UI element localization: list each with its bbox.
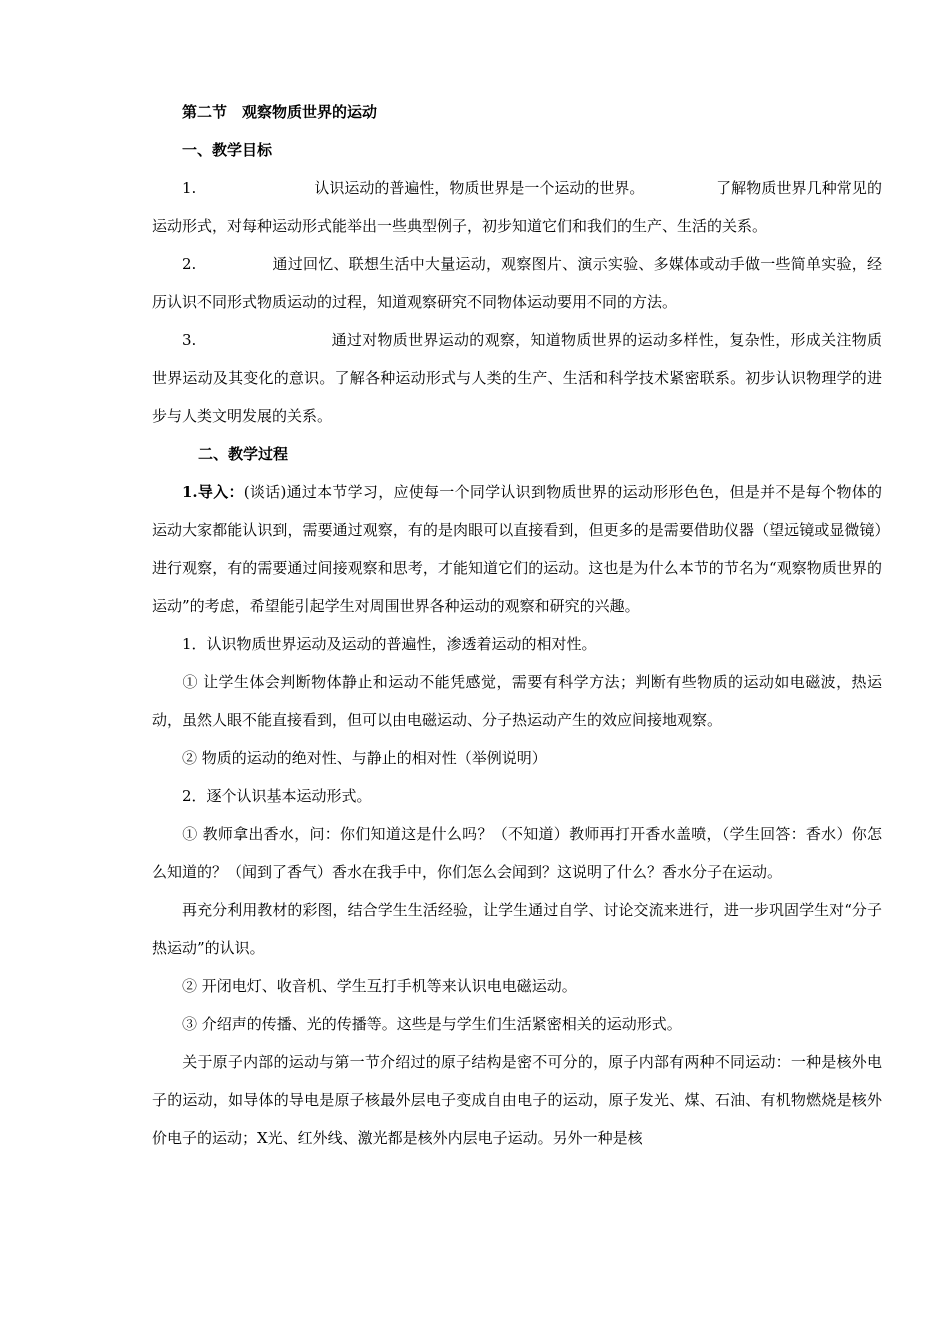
atom-paragraph bbox=[152, 1043, 882, 1157]
point-2-a-continued bbox=[152, 891, 882, 967]
goal-1 bbox=[152, 169, 882, 245]
goal-2 bbox=[152, 245, 882, 321]
goal-2-number: 2. bbox=[182, 255, 197, 273]
goal-3-para bbox=[152, 321, 882, 435]
document-content bbox=[152, 93, 882, 1157]
heading-teaching-goals: 一、教学目标 bbox=[182, 141, 273, 159]
intro-text: (谈话)通过本节学习，应使每一个同学认识到物质世界的运动形形色色，但是并不是每个物体的运动大家都能认识到，需要通过观察，有的是肉眼可以直接看到，但更多的是需要借助仪器（望远镜或显微镜）进行观察，有的需要通过间接观察和思考，才能知道它们的运动。这也是为什么本节的节名为“观察物质世界的运动”的考虑，希望能引起学生对周围世界各种运动的观察和研究的兴趣。 bbox=[152, 483, 882, 615]
point-2-a bbox=[152, 815, 882, 891]
goal-3-text: 通过对物质世界运动的观察，知道物质世界的运动多样性，复杂性，形成关注物质世界运动及其变化的意识。了解各种运动形式与人类的生产、生活和科学技术紧密联系。初步认识物理学的进步与人类文明发展的关系。 bbox=[152, 331, 882, 425]
point-1-a-text: ① 让学生体会判断物体静止和运动不能凭感觉，需要有科学方法；判断有些物质的运动如电磁波，热运动，虽然人眼不能直接看到，但可以由电磁运动、分子热运动产生的效应间接地观察。 bbox=[152, 673, 882, 729]
atom-text: 关于原子内部的运动与第一节介绍过的原子结构是密不可分的，原子内部有两种不同运动：一种是核外电子的运动，如导体的导电是原子核最外层电子变成自由电子的运动，原子发光、煤、石油、有机物燃烧是核外价电子的运动；X光、红外线、激光都是核外内层电子运动。另外一种是核 bbox=[152, 1053, 882, 1147]
point-2-a-continued-text: 再充分利用教材的彩图，结合学生生活经验，让学生通过自学、讨论交流来进行，进一步巩固学生对“分子热运动”的认识。 bbox=[152, 901, 882, 957]
point-2-a-text: ① 教师拿出香水，问：你们知道这是什么吗？（不知道）教师再打开香水盖喷，（学生回答：香水）你怎么知道的？（闻到了香气）香水在我手中，你们怎么会闻到？这说明了什么？香水分子在运动。 bbox=[152, 825, 882, 881]
goal-1-number: 1. bbox=[182, 179, 197, 197]
goal-3-number: 3. bbox=[182, 331, 197, 349]
point-1-b: ② 物质的运动的绝对性、与静止的相对性（举例说明） bbox=[182, 749, 547, 767]
intro-label: 1.导入： bbox=[182, 483, 244, 501]
point-1-a bbox=[152, 663, 882, 739]
point-2: 2．逐个认识基本运动形式。 bbox=[182, 787, 372, 805]
goal-2-para bbox=[152, 245, 882, 321]
heading-teaching-process: 二、教学过程 bbox=[198, 445, 289, 463]
goal-2-text: 通过回忆、联想生活中大量运动，观察图片、演示实验、多媒体或动手做一些简单实验，经历认识不同形式物质运动的过程，知道观察研究不同物体运动要用不同的方法。 bbox=[152, 255, 882, 311]
goal-1-text-b: 了解物质世界几种常见的运动形式，对每种运动形式能举出一些典型例子，初步知道它们和我们的生产、生活的关系。 bbox=[152, 179, 882, 235]
goal-1-text-b-wrap bbox=[152, 169, 882, 245]
point-2-b: ② 开闭电灯、收音机、学生互打手机等来认识电电磁运动。 bbox=[182, 977, 577, 995]
goal-3 bbox=[152, 321, 882, 435]
goal-1-text-a: 认识运动的普遍性，物质世界是一个运动的世界。 bbox=[314, 179, 645, 197]
section-title: 第二节 观察物质世界的运动 bbox=[182, 103, 378, 121]
point-1: 1．认识物质世界运动及运动的普遍性，渗透着运动的相对性。 bbox=[182, 635, 597, 653]
intro-paragraph bbox=[152, 473, 882, 625]
point-2-c: ③ 介绍声的传播、光的传播等。这些是与学生们生活紧密相关的运动形式。 bbox=[182, 1015, 682, 1033]
